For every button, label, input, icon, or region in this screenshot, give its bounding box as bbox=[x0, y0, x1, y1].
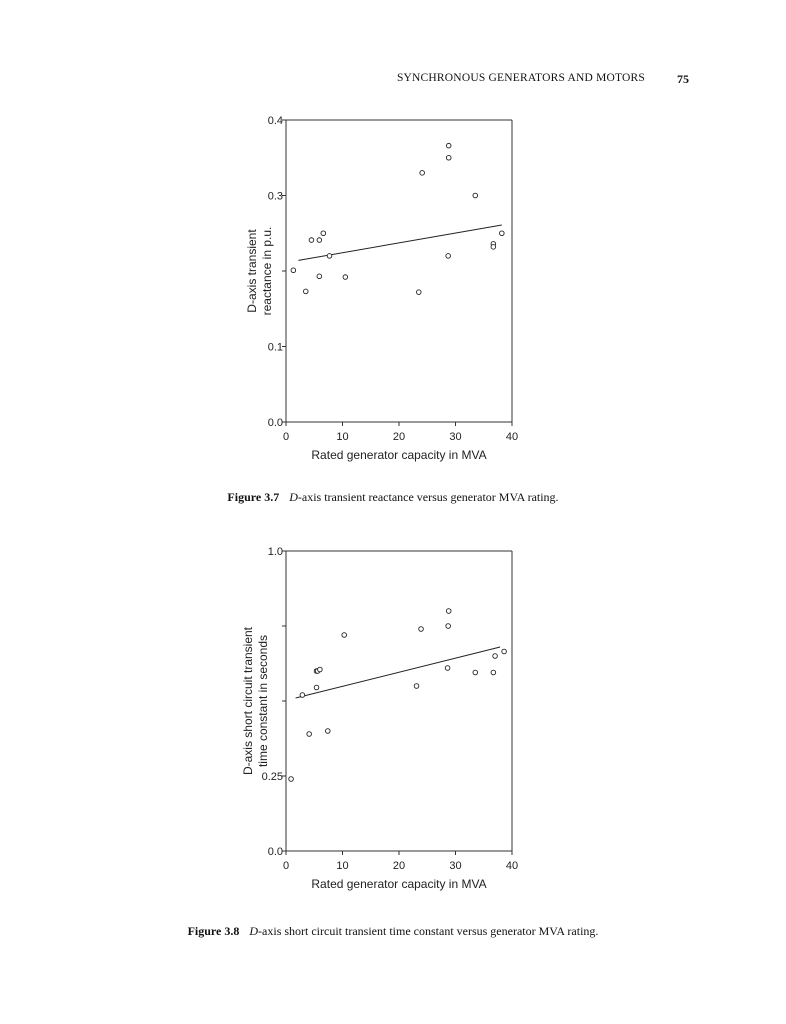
data-point bbox=[414, 684, 419, 689]
caption-italic: D bbox=[289, 490, 298, 504]
caption-italic: D bbox=[249, 924, 259, 938]
y-tick-label: 0.3 bbox=[267, 190, 283, 203]
y-axis-label: D-axis transient bbox=[245, 229, 259, 313]
x-tick-label: 20 bbox=[392, 431, 406, 443]
y-tick-label: 0.4 bbox=[267, 115, 283, 127]
x-tick-label: 40 bbox=[505, 860, 519, 872]
data-point bbox=[502, 649, 507, 654]
y-tick-label: 0.0 bbox=[267, 846, 283, 858]
data-point bbox=[416, 290, 421, 295]
x-tick-label: 10 bbox=[336, 431, 349, 443]
x-tick-label: 10 bbox=[336, 860, 349, 872]
running-head: SYNCHRONOUS GENERATORS AND MOTORS bbox=[396, 72, 645, 84]
x-axis-label: Rated generator capacity in MVA bbox=[311, 448, 487, 462]
data-point bbox=[326, 729, 331, 734]
page-number: 75 bbox=[677, 72, 689, 86]
figure-3-8 bbox=[0, 530, 786, 950]
data-point bbox=[318, 667, 323, 672]
data-point bbox=[473, 670, 478, 675]
figure-3-7-caption bbox=[0, 490, 786, 505]
y-tick-label: 0.25 bbox=[261, 771, 283, 783]
y-axis-label: time constant in seconds bbox=[256, 634, 270, 768]
data-point bbox=[291, 268, 296, 273]
data-point bbox=[420, 171, 425, 176]
data-point bbox=[321, 231, 326, 236]
time-constant-scatter-chart bbox=[0, 530, 786, 910]
data-point bbox=[309, 238, 314, 243]
figure-label: Figure 3.8 bbox=[187, 924, 240, 938]
data-point bbox=[314, 685, 319, 690]
data-point bbox=[327, 254, 332, 259]
data-point bbox=[300, 693, 305, 698]
x-tick-label: 30 bbox=[449, 431, 462, 443]
data-point bbox=[445, 666, 450, 671]
data-point bbox=[342, 633, 347, 638]
caption-text: -axis short circuit transient time constant versus generator MVA rating. bbox=[258, 924, 599, 938]
data-point bbox=[303, 289, 308, 294]
data-point bbox=[446, 609, 451, 614]
y-tick-label: 1.0 bbox=[267, 546, 283, 558]
figure-label: Figure 3.7 bbox=[227, 490, 280, 504]
x-tick-label: 40 bbox=[505, 431, 519, 443]
x-tick-label: 0 bbox=[282, 860, 290, 872]
data-point bbox=[446, 155, 451, 160]
y-tick-label: 0.0 bbox=[267, 417, 283, 429]
caption-text: -axis transient reactance versus generator MVA rating. bbox=[297, 490, 559, 504]
data-point bbox=[317, 274, 322, 279]
data-point bbox=[493, 654, 498, 659]
data-point bbox=[491, 670, 496, 675]
data-point bbox=[343, 275, 348, 280]
data-point bbox=[419, 627, 424, 632]
data-point bbox=[289, 777, 294, 782]
data-point bbox=[491, 245, 496, 250]
x-tick-label: 30 bbox=[449, 860, 462, 872]
data-point bbox=[446, 254, 451, 259]
reactance-scatter-chart bbox=[0, 100, 786, 480]
y-axis-label: reactance in p.u. bbox=[260, 226, 274, 316]
data-point bbox=[446, 143, 451, 148]
x-tick-label: 20 bbox=[392, 860, 406, 872]
figure-3-8-caption bbox=[0, 924, 786, 939]
y-axis-label: D-axis short circuit transient bbox=[241, 626, 255, 776]
figure-3-7 bbox=[0, 100, 786, 520]
data-point bbox=[317, 238, 322, 243]
y-tick-label: 0.1 bbox=[267, 341, 283, 354]
page-header bbox=[0, 72, 786, 92]
x-tick-label: 0 bbox=[282, 431, 290, 443]
trend-line bbox=[296, 647, 501, 698]
data-point bbox=[500, 231, 505, 236]
data-point bbox=[446, 624, 451, 629]
data-point bbox=[473, 193, 478, 198]
data-point bbox=[307, 732, 312, 737]
x-axis-label: Rated generator capacity in MVA bbox=[311, 877, 487, 891]
